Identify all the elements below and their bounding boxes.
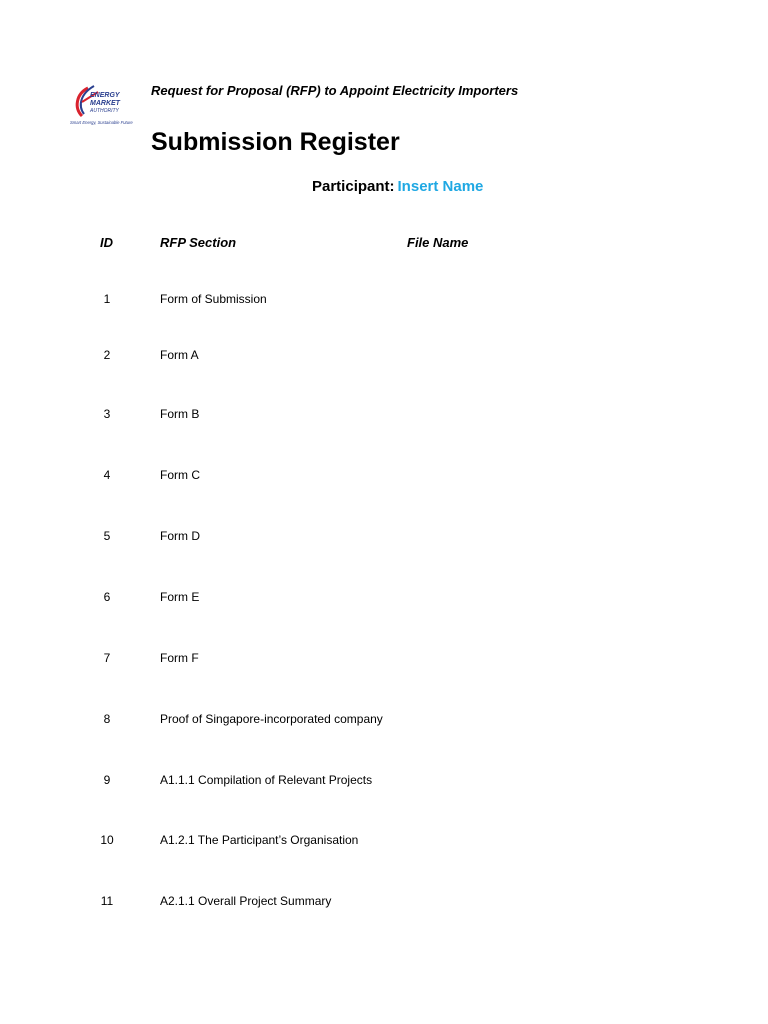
energy-market-authority-logo — [68, 82, 148, 128]
table-row — [0, 590, 768, 608]
column-header-rfp-section: RFP Section — [160, 235, 237, 250]
row-section: Form B — [160, 407, 200, 421]
row-section: Form F — [160, 651, 199, 665]
logo-tagline: Smart Energy, Sustainable Future — [70, 120, 133, 125]
row-section: Form D — [160, 529, 200, 543]
row-id: 8 — [103, 712, 111, 726]
page-title: Submission Register — [151, 128, 400, 156]
row-section: Form C — [160, 468, 200, 482]
row-section: Form A — [160, 348, 199, 362]
participant-label: Participant: — [312, 178, 395, 195]
row-section: A1.1.1 Compilation of Relevant Projects — [160, 773, 373, 787]
table-row — [0, 712, 768, 730]
table-row — [0, 348, 768, 366]
row-id: 11 — [100, 894, 114, 908]
table-row — [0, 833, 768, 851]
row-section: Form of Submission — [160, 292, 267, 306]
logo-text-line: ENERGY — [90, 92, 120, 99]
table-row — [0, 651, 768, 669]
row-section: Form E — [160, 590, 200, 604]
table-row — [0, 292, 768, 310]
row-id: 4 — [103, 468, 111, 482]
participant-name-field[interactable]: Insert Name — [397, 178, 484, 195]
row-id: 1 — [103, 292, 111, 306]
document-subtitle: Request for Proposal (RFP) to Appoint Electricity Importers — [151, 83, 519, 98]
table-row — [0, 773, 768, 791]
row-id: 10 — [100, 833, 114, 847]
column-header-id: ID — [100, 235, 113, 250]
table-row — [0, 529, 768, 547]
row-section: Proof of Singapore-incorporated company — [160, 712, 383, 726]
row-id: 2 — [103, 348, 111, 362]
row-section: A2.1.1 Overall Project Summary — [160, 894, 332, 908]
participant-line — [312, 178, 483, 195]
logo-text-line: AUTHORITY — [90, 108, 119, 114]
row-id: 5 — [103, 529, 111, 543]
column-header-file-name: File Name — [407, 235, 469, 250]
row-id: 3 — [103, 407, 111, 421]
row-section: A1.2.1 The Participant’s Organisation — [160, 833, 359, 847]
row-id: 9 — [103, 773, 111, 787]
logo-text-line: MARKET — [90, 100, 120, 107]
row-id: 7 — [103, 651, 111, 665]
table-row — [0, 468, 768, 486]
row-id: 6 — [103, 590, 111, 604]
table-row — [0, 407, 768, 425]
table-row — [0, 894, 768, 912]
